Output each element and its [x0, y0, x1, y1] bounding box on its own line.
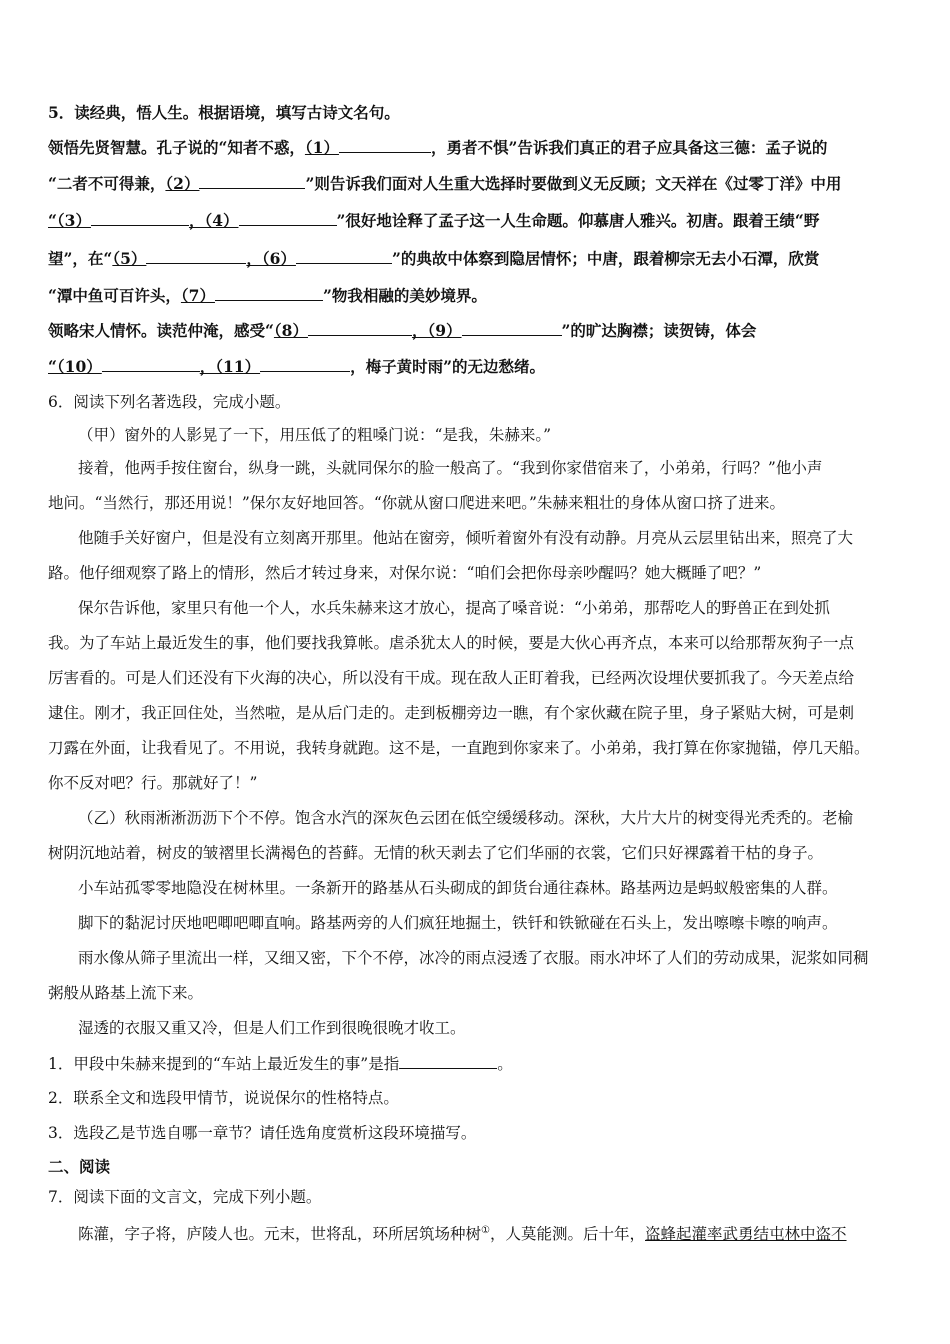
fill-blank-9[interactable]: ，（9） [412, 321, 562, 340]
q5-line-5: “潭中鱼可百许头，（7） ”物我相融的美妙境界。 [48, 286, 487, 305]
q6-para-3-line-2: 路。他仔细观察了路上的情形，然后才转过身来，对保尔说：“咱们会把你母亲吵醒吗？她大概睡了吧？” [48, 564, 762, 582]
footnote-marker: ① [481, 1225, 490, 1236]
underlined-sentence: 盗蜂起灌率武勇结屯林中盗不 [645, 1225, 847, 1244]
q6-sub-3: 3．选段乙是节选自哪一章节？请任选角度赏析这段环境描写。 [48, 1124, 477, 1142]
q6-title: 6．阅读下列名著选段，完成小题。 [48, 393, 291, 411]
fill-blank-4[interactable]: ，（4） [189, 211, 337, 230]
answer-blank[interactable] [399, 1053, 497, 1069]
q5-line-1: 领悟先贤智慧。孔子说的“知者不惑，（1） ，勇者不惧”告诉我们真正的君子应具备这三德：孟子说的 [48, 138, 828, 157]
q6-para-4-line-2: 我。为了车站上最近发生的事，他们要找我算帐。虐杀犹太人的时候，要是大伙心再齐点，本来可以给那帮灰狗子一点 [48, 634, 855, 652]
q6-sub-2: 2．联系全文和选段甲情节，说说保尔的性格特点。 [48, 1089, 399, 1107]
fill-blank-1[interactable]: （1） [305, 138, 431, 157]
q6-para-4-line-1: 保尔告诉他，家里只有他一个人，水兵朱赫来这才放心，提高了嗓音说：“小弟弟，那帮吃人的野兽正在到处抓 [78, 599, 830, 617]
q7-title: 7．阅读下面的文言文，完成下列小题。 [48, 1188, 322, 1206]
q6-para-4-line-3: 厉害看的。可是人们还没有下火海的决心，所以没有干成。现在敌人正盯着我，已经两次设埋伏要抓我了。今天差点给 [48, 669, 855, 687]
q6-para-8-line-1: 雨水像从筛子里流出一样，又细又密，下个不停，冰冷的雨点浸透了衣服。雨水冲坏了人们的劳动成果，泥浆如同稠 [78, 949, 869, 967]
q5-line-3: “（3） ，（4） ”很好地诠释了孟子这一人生命题。仰慕唐人雅兴。初唐。跟着王绩“野 [48, 211, 820, 230]
q5-line-7: “（10） ，（11） ，梅子黄时雨”的无边愁绪。 [48, 357, 545, 376]
fill-blank-6[interactable]: ，（6） [246, 249, 392, 268]
fill-blank-3[interactable]: “（3） [48, 211, 189, 230]
q5-line-2: “二者不可得兼，（2） ”则告诉我们面对人生重大选择时要做到义无反顾；文天祥在《过零丁洋》中用 [48, 174, 842, 193]
q6-para-9: 湿透的衣服又重又冷，但是人们工作到很晚很晚才收工。 [78, 1019, 466, 1037]
q7-para-1: 陈灌，字子将，庐陵人也。元末，世将乱，环所居筑场种树①，人莫能测。后十年，盗蜂起灌率武勇结屯林中盗不 [78, 1225, 847, 1244]
section-2-heading: 二、阅读 [48, 1157, 111, 1176]
q6-para-4-line-5: 刀露在外面，让我看见了。不用说，我转身就跑。这不是，一直跑到你家来了。小弟弟，我打算在你家抛锚，停几天船。 [48, 739, 870, 757]
fill-blank-7[interactable]: （7） [181, 286, 323, 305]
q6-para-7: 脚下的黏泥讨厌地吧唧吧唧直响。路基两旁的人们疯狂地掘土，铁钎和铁锨碰在石头上，发出嚓嚓卡嚓的响声。 [78, 914, 838, 932]
q6-para-3-line-1: 他随手关好窗户，但是没有立刻离开那里。他站在窗旁，倾听着窗外有没有动静。月亮从云层里钻出来，照亮了大 [78, 529, 854, 547]
q5-title: 5．读经典，悟人生。根据语境，填写古诗文名句。 [48, 103, 400, 122]
q6-para-2-line-1: 接着，他两手按住窗台，纵身一跳，头就同保尔的脸一般高了。“我到你家借宿来了，小弟弟，行吗？”他小声 [78, 459, 823, 477]
q6-para-8-line-2: 粥般从路基上流下来。 [48, 984, 204, 1002]
q6-para-2-line-2: 地问。“当然行，那还用说！”保尔友好地回答。“你就从窗口爬进来吧。”朱赫来粗壮的身体从窗口挤了进来。 [48, 494, 785, 512]
fill-blank-11[interactable]: ，（11） [200, 357, 350, 376]
q6-para-1: （甲）窗外的人影晃了一下，用压低了的粗嗓门说：“是我，朱赫来。” [78, 426, 552, 444]
q6-sub-1: 1．甲段中朱赫来提到的“车站上最近发生的事”是指 。 [48, 1055, 513, 1073]
q5-line-4: 望”，在“（5） ，（6） ”的典故中体察到隐居情怀；中唐，跟着柳宗无去小石潭，欣赏 [48, 249, 820, 268]
q5-line-6: 领略宋人情怀。读范仲淹，感受“（8） ，（9） ”的旷达胸襟；读贺铸，体会 [48, 321, 757, 340]
q6-para-5-line-2: 树阴沉地站着，树皮的皱褶里长满褐色的苔藓。无情的秋天剥去了它们华丽的衣裳，它们只好裸露着干枯的身子。 [48, 844, 824, 862]
q6-para-6: 小车站孤零零地隐没在树林里。一条新开的路基从石头砌成的卸货台通往森林。路基两边是蚂蚁般密集的人群。 [78, 879, 838, 897]
fill-blank-2[interactable]: （2） [165, 174, 305, 193]
fill-blank-5[interactable]: （5） [112, 249, 246, 268]
q6-para-5-line-1: （乙）秋雨淅淅沥沥下个不停。饱含水汽的深灰色云团在低空缓缓移动。深秋，大片大片的树变得光秃秃的。老榆 [78, 809, 854, 827]
fill-blank-8[interactable]: （8） [274, 321, 412, 340]
fill-blank-10[interactable]: “（10） [48, 357, 200, 376]
q6-para-4-line-6: 你不反对吧？行。那就好了！” [48, 774, 258, 792]
q6-para-4-line-4: 逮住。刚才，我正回住处，当然啦，是从后门走的。走到板棚旁边一瞧，有个家伙藏在院子里，身子紧贴大树，可是刺 [48, 704, 855, 722]
